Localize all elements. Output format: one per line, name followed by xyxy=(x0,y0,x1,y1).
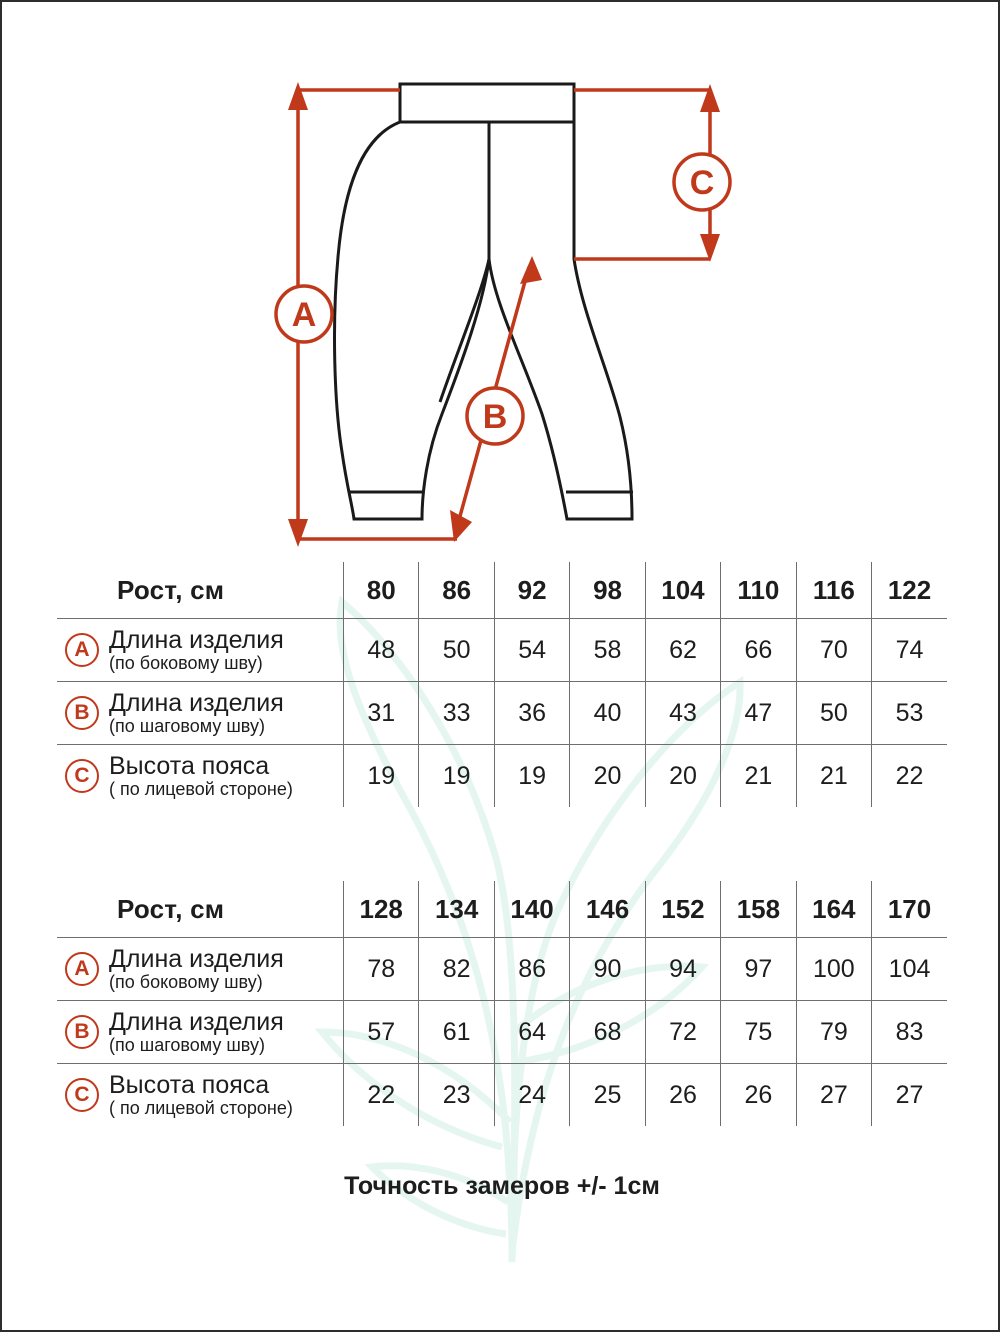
marker-a xyxy=(276,286,332,342)
value-cell: 22 xyxy=(344,1064,419,1127)
table-gap xyxy=(2,807,1000,881)
badge-a-icon: A xyxy=(65,633,99,667)
size-header-cell: 140 xyxy=(494,881,569,938)
marker-b xyxy=(467,388,523,444)
value-cell: 62 xyxy=(645,619,720,682)
row-title: Высота пояса xyxy=(109,1070,270,1099)
value-cell: 78 xyxy=(344,938,419,1001)
table-row xyxy=(57,1001,947,1064)
value-cell: 74 xyxy=(872,619,947,682)
row-subtitle: (по шаговому шву) xyxy=(109,1034,265,1055)
value-cell: 25 xyxy=(570,1064,645,1127)
height-header-label: Рост, см xyxy=(117,893,225,924)
row-title: Длина изделия xyxy=(109,1007,284,1036)
value-cell: 21 xyxy=(796,745,871,808)
size-header-cell: 128 xyxy=(344,881,419,938)
value-cell: 66 xyxy=(721,619,796,682)
row-title: Длина изделия xyxy=(109,688,284,717)
row-title: Длина изделия xyxy=(109,944,284,973)
size-header-cell: 170 xyxy=(872,881,947,938)
marker-b-label: B xyxy=(482,398,508,436)
row-label-cell xyxy=(57,619,344,682)
value-cell: 70 xyxy=(796,619,871,682)
value-cell: 83 xyxy=(872,1001,947,1064)
size-table-small xyxy=(57,562,947,807)
row-subtitle: (по боковому шву) xyxy=(109,971,263,992)
value-cell: 36 xyxy=(494,682,569,745)
value-cell: 26 xyxy=(645,1064,720,1127)
value-cell: 43 xyxy=(645,682,720,745)
size-header-cell: 80 xyxy=(344,562,419,619)
table-row xyxy=(57,682,947,745)
row-label-cell xyxy=(57,1064,344,1127)
value-cell: 79 xyxy=(796,1001,871,1064)
value-cell: 20 xyxy=(570,745,645,808)
value-cell: 57 xyxy=(344,1001,419,1064)
value-cell: 21 xyxy=(721,745,796,808)
pants-outline xyxy=(335,84,633,519)
size-header-cell: 146 xyxy=(570,881,645,938)
value-cell: 27 xyxy=(872,1064,947,1127)
header-label-cell xyxy=(57,562,344,619)
size-header-cell: 158 xyxy=(721,881,796,938)
row-label-cell xyxy=(57,938,344,1001)
height-header-label: Рост, см xyxy=(117,574,225,605)
value-cell: 40 xyxy=(570,682,645,745)
value-cell: 23 xyxy=(419,1064,494,1127)
value-cell: 82 xyxy=(419,938,494,1001)
table-header-row xyxy=(57,881,947,938)
row-label-cell xyxy=(57,1001,344,1064)
size-header-cell: 152 xyxy=(645,881,720,938)
row-subtitle: (по шаговому шву) xyxy=(109,715,265,736)
value-cell: 54 xyxy=(494,619,569,682)
value-cell: 64 xyxy=(494,1001,569,1064)
value-cell: 19 xyxy=(419,745,494,808)
value-cell: 48 xyxy=(344,619,419,682)
size-header-cell: 92 xyxy=(494,562,569,619)
value-cell: 72 xyxy=(645,1001,720,1064)
size-header-cell: 164 xyxy=(796,881,871,938)
value-cell: 61 xyxy=(419,1001,494,1064)
value-cell: 68 xyxy=(570,1001,645,1064)
badge-c-icon: C xyxy=(65,759,99,793)
size-header-cell: 110 xyxy=(721,562,796,619)
badge-b-icon: B xyxy=(65,1015,99,1049)
size-header-cell: 104 xyxy=(645,562,720,619)
marker-a-label: A xyxy=(291,296,317,334)
badge-a-icon: A xyxy=(65,952,99,986)
row-title: Длина изделия xyxy=(109,625,284,654)
value-cell: 19 xyxy=(344,745,419,808)
size-header-cell: 116 xyxy=(796,562,871,619)
value-cell: 24 xyxy=(494,1064,569,1127)
value-cell: 86 xyxy=(494,938,569,1001)
value-cell: 50 xyxy=(796,682,871,745)
table-row xyxy=(57,745,947,808)
value-cell: 100 xyxy=(796,938,871,1001)
row-subtitle: ( по лицевой стороне) xyxy=(109,1097,293,1118)
table-row xyxy=(57,938,947,1001)
badge-c-icon: C xyxy=(65,1078,99,1112)
value-cell: 33 xyxy=(419,682,494,745)
value-cell: 22 xyxy=(872,745,947,808)
size-table-large xyxy=(57,881,947,1126)
value-cell: 31 xyxy=(344,682,419,745)
size-header-cell: 86 xyxy=(419,562,494,619)
value-cell: 94 xyxy=(645,938,720,1001)
table-header-row xyxy=(57,562,947,619)
accuracy-note: Точность замеров +/- 1см xyxy=(344,1172,660,1200)
table-row xyxy=(57,619,947,682)
badge-b-icon: B xyxy=(65,696,99,730)
measurement-tables xyxy=(2,562,1000,1201)
size-header-cell: 134 xyxy=(419,881,494,938)
value-cell: 26 xyxy=(721,1064,796,1127)
value-cell: 50 xyxy=(419,619,494,682)
value-cell: 27 xyxy=(796,1064,871,1127)
value-cell: 20 xyxy=(645,745,720,808)
value-cell: 104 xyxy=(872,938,947,1001)
row-label-cell xyxy=(57,682,344,745)
row-subtitle: ( по лицевой стороне) xyxy=(109,778,293,799)
size-header-cell: 98 xyxy=(570,562,645,619)
marker-c xyxy=(674,154,730,210)
value-cell: 75 xyxy=(721,1001,796,1064)
row-subtitle: (по боковому шву) xyxy=(109,652,263,673)
table-row xyxy=(57,1064,947,1127)
value-cell: 97 xyxy=(721,938,796,1001)
size-header-cell: 122 xyxy=(872,562,947,619)
value-cell: 90 xyxy=(570,938,645,1001)
value-cell: 47 xyxy=(721,682,796,745)
value-cell: 58 xyxy=(570,619,645,682)
header-label-cell xyxy=(57,881,344,938)
marker-c-label: C xyxy=(689,164,715,202)
pants-measurement-diagram xyxy=(2,22,1000,562)
value-cell: 19 xyxy=(494,745,569,808)
value-cell: 53 xyxy=(872,682,947,745)
row-label-cell xyxy=(57,745,344,808)
row-title: Высота пояса xyxy=(109,751,270,780)
